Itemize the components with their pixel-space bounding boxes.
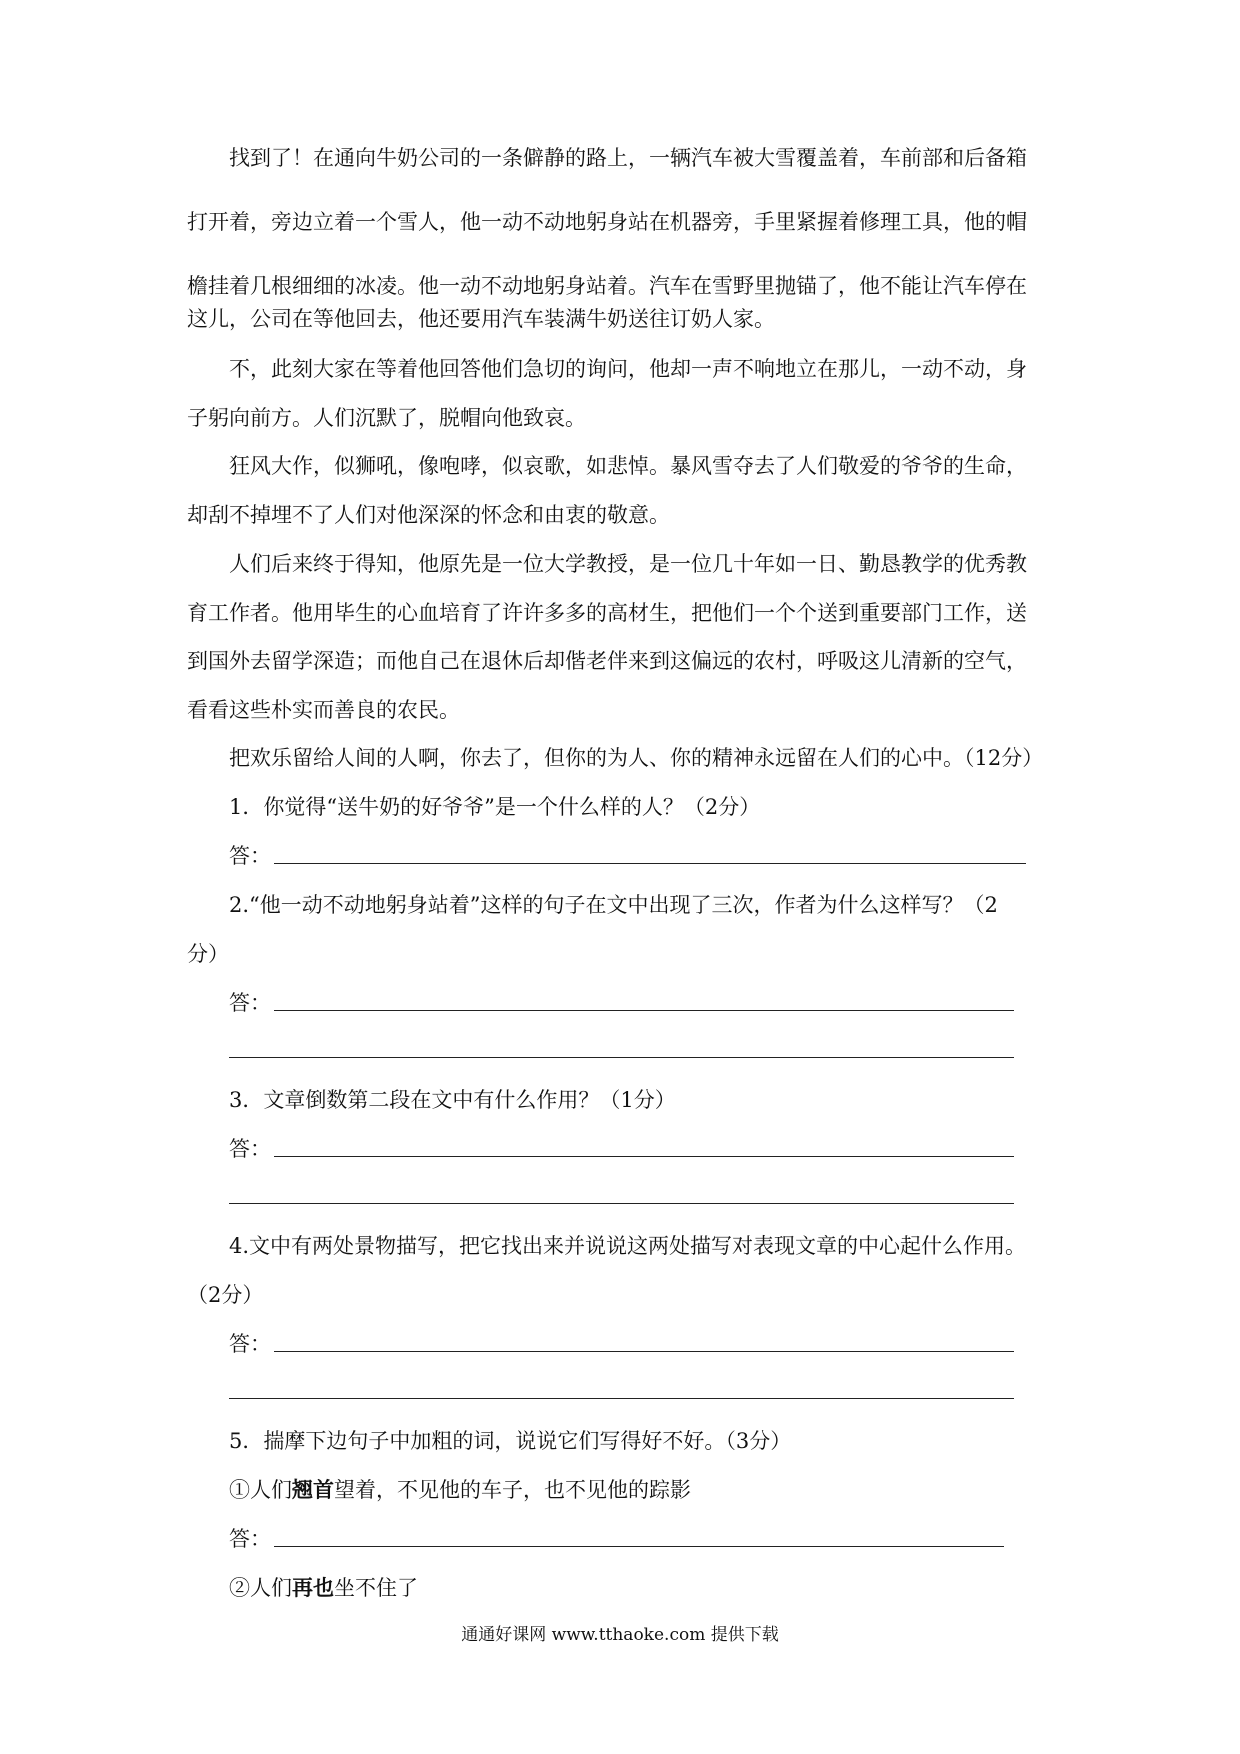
passage-line: 看看这些朴实而善良的农民。 — [187, 698, 460, 722]
answer-label: 答： — [229, 1137, 271, 1161]
answer-label: 答： — [229, 1332, 271, 1356]
sentence-2-post: 坐不住了 — [334, 1576, 418, 1600]
sentence-1 — [229, 1475, 691, 1505]
question-3: 3．文章倒数第二段在文中有什么作用？（1分） — [229, 1088, 676, 1112]
answer-label: 答： — [229, 991, 271, 1015]
question-1: 1．你觉得“送牛奶的好爷爷”是一个什么样的人？（2分） — [229, 795, 761, 819]
sentence-2-bold-word: 再也 — [292, 1575, 334, 1600]
answer-line — [274, 1156, 1014, 1157]
answer-line — [229, 1057, 1014, 1058]
answer-line — [229, 1398, 1014, 1399]
passage-line: 狂风大作，似狮吼，像咆哮，似哀歌，如悲悼。暴风雪夺去了人们敬爱的爷爷的生命， — [229, 454, 1027, 478]
passage-line: 把欢乐留给人间的人啊，你去了，但你的为人、你的精神永远留在人们的心中。（12分） — [229, 746, 1044, 770]
passage-line: 子躬向前方。人们沉默了，脱帽向他致哀。 — [187, 406, 586, 430]
answer-line — [274, 1351, 1014, 1352]
question-2-cont: 分） — [187, 942, 229, 966]
answer-label: 答： — [229, 844, 271, 868]
page-footer: 通通好课网 www.tthaoke.com 提供下载 — [461, 1625, 779, 1645]
answer-line — [229, 1203, 1014, 1204]
sentence-2-pre: ②人们 — [229, 1576, 292, 1600]
passage-line: 到国外去留学深造；而他自己在退休后却偕老伴来到这偏远的农村，呼吸这儿清新的空气， — [187, 649, 1027, 673]
question-4-cont: （2分） — [187, 1283, 264, 1307]
passage-line: 育工作者。他用毕生的心血培育了许许多多的高材生，把他们一个个送到重要部门工作，送 — [187, 601, 1027, 625]
passage-line: 人们后来终于得知，他原先是一位大学教授，是一位几十年如一日、勤恳教学的优秀教 — [229, 552, 1027, 576]
passage-line: 檐挂着几根细细的冰凌。他一动不动地躬身站着。汽车在雪野里抛锚了，他不能让汽车停在 — [187, 274, 1027, 298]
passage-line: 不，此刻大家在等着他回答他们急切的询问，他却一声不响地立在那儿，一动不动，身 — [229, 357, 1027, 381]
sentence-2 — [229, 1573, 418, 1603]
sentence-1-post: 望着，不见他的车子，也不见他的踪影 — [334, 1478, 691, 1502]
passage-line: 却刮不掉埋不了人们对他深深的怀念和由衷的敬意。 — [187, 503, 670, 527]
answer-line — [274, 1546, 1004, 1547]
question-5: 5．揣摩下边句子中加粗的词，说说它们写得好不好。（3分） — [229, 1429, 792, 1453]
passage-line: 这儿，公司在等他回去，他还要用汽车装满牛奶送往订奶人家。 — [187, 307, 775, 331]
question-2: 2.“他一动不动地躬身站着”这样的句子在文中出现了三次，作者为什么这样写？（2 — [229, 893, 998, 917]
passage-line: 找到了！在通向牛奶公司的一条僻静的路上，一辆汽车被大雪覆盖着，车前部和后备箱 — [229, 146, 1027, 170]
answer-label: 答： — [229, 1527, 271, 1551]
answer-line — [274, 863, 1026, 864]
question-4: 4.文中有两处景物描写，把它找出来并说说这两处描写对表现文章的中心起什么作用。 — [229, 1234, 1027, 1258]
passage-line: 打开着，旁边立着一个雪人，他一动不动地躬身站在机器旁，手里紧握着修理工具，他的帽 — [187, 210, 1027, 234]
sentence-1-bold-word: 翘首 — [292, 1477, 334, 1502]
sentence-1-pre: ①人们 — [229, 1478, 292, 1502]
answer-line — [274, 1010, 1014, 1011]
